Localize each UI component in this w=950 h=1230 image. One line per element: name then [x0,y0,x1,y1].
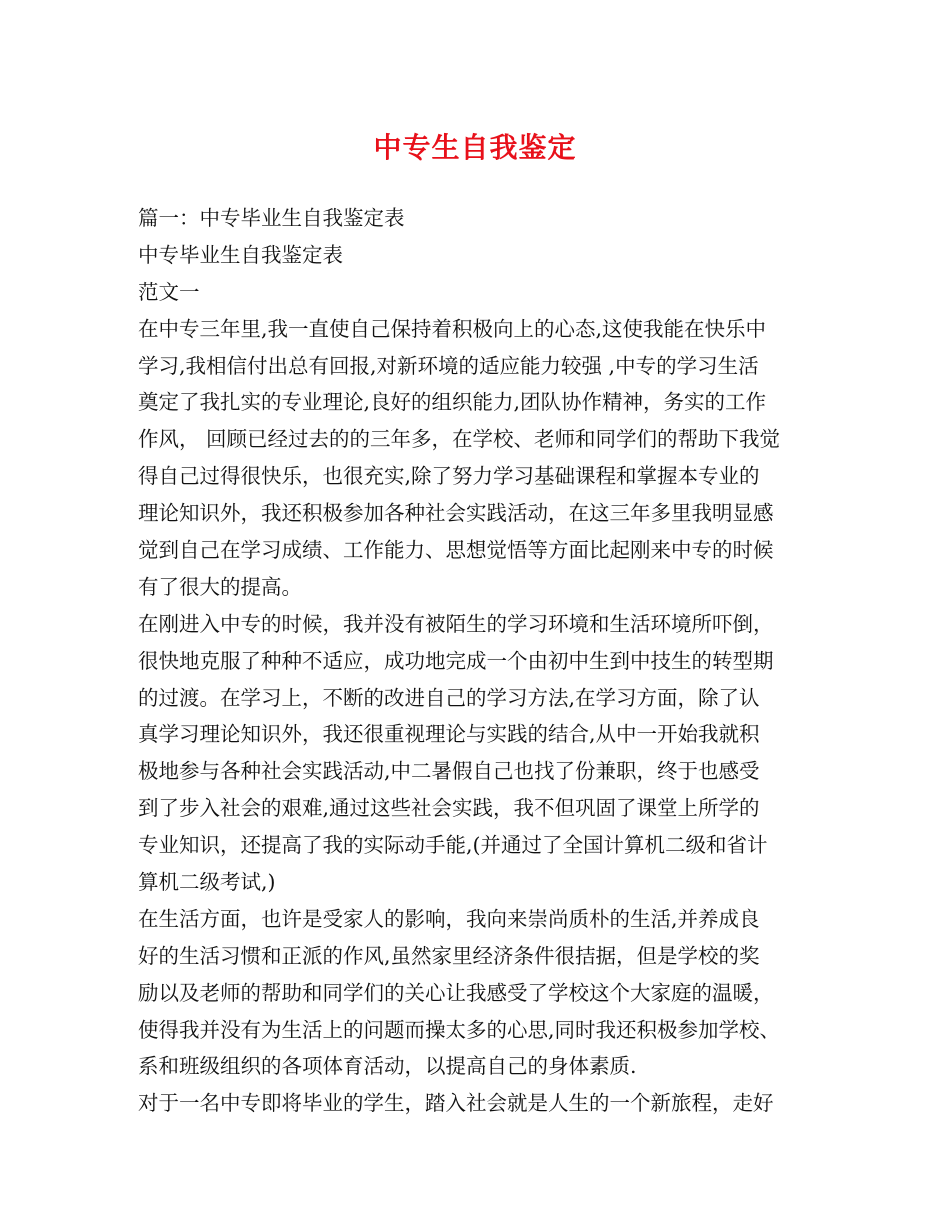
text-line: 觉到自己在学习成绩、工作能力、思想觉悟等方面比起刚来中专的时候 [138,538,774,563]
text-line: 很快地克服了种种不适应，成功地完成一个由初中生到中技生的转型期 [138,648,774,673]
text-line: 使得我并没有为生活上的问题而操太多的心思,同时我还积极参加学校、 [138,1017,781,1042]
text-line: 好的生活习惯和正派的作风,虽然家里经济条件很拮据，但是学校的奖 [138,943,760,968]
text-line: 真学习理论知识外，我还很重视理论与实践的结合,从中一开始我就积 [138,722,760,747]
document-title: 中专生自我鉴定 [373,131,577,164]
text-line: 理论知识外，我还积极参加各种社会实践活动，在这三年多里我明显感 [138,501,774,526]
text-line: 算机二级考试,) [138,870,276,895]
document-body [138,200,838,1122]
text-line: 有了很大的提高。 [138,574,302,599]
text-line: 到了步入社会的艰难,通过这些社会实践，我不但巩固了课堂上所学的 [138,796,760,821]
text-line: 极地参与各种社会实践活动,中二暑假自己也找了份兼职，终于也感受 [138,759,760,784]
text-line: 在刚进入中专的时候，我并没有被陌生的学习环境和生活环境所吓倒， [138,611,774,636]
text-line: 对于一名中专即将毕业的学生，踏入社会就是人生的一个新旅程，走好 [138,1091,774,1116]
text-line: 篇一：中专毕业生自我鉴定表 [138,206,405,230]
text-line: 作风， 回顾已经过去的的三年多，在学校、老师和同学们的帮助下我觉 [138,427,781,452]
text-line: 励以及老师的帮助和同学们的关心让我感受了学校这个大家庭的温暖， [138,980,774,1005]
text-line: 学习,我相信付出总有回报,对新环境的适应能力较强 ,中专的学习生活 [138,353,759,378]
text-line: 范文一 [138,279,200,304]
text-line: 在中专三年里,我一直使自己保持着积极向上的心态,这使我能在快乐中 [138,316,767,341]
text-line: 的过渡。在学习上，不断的改进自己的学习方法,在学习方面，除了认 [138,685,760,710]
text-line: 得自己过得很快乐，也很充实,除了努力学习基础课程和掌握本专业的 [138,464,760,489]
text-line: 系和班级组织的各项体育活动，以提高自己的身体素质. [138,1054,637,1079]
text-line: 专业知识，还提高了我的实际动手能,(并通过了全国计算机二级和省计 [138,833,768,858]
text-line: 中专毕业生自我鉴定表 [138,242,343,267]
text-line: 奠定了我扎实的专业理论,良好的组织能力,团队协作精神，务实的工作 [138,390,767,415]
text-line: 在生活方面，也许是受家人的影响，我向来崇尚质朴的生活,并养成良 [138,906,760,931]
